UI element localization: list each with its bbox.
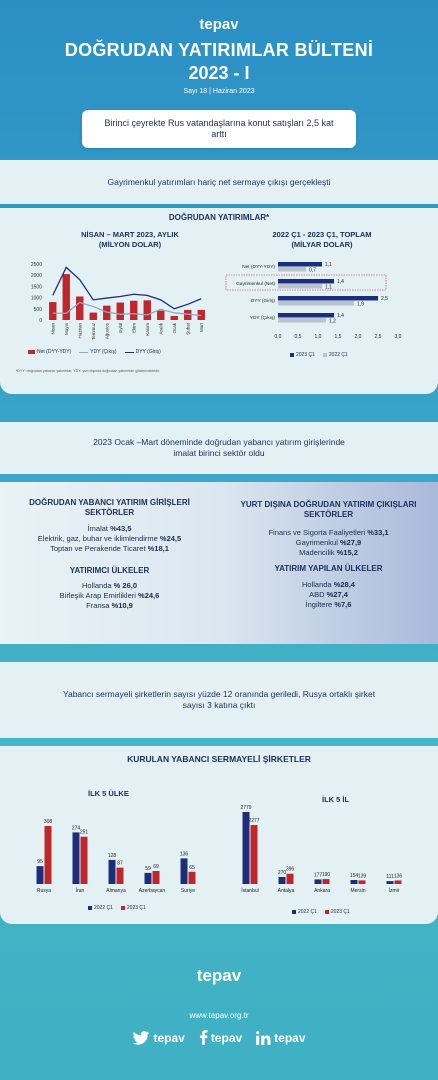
- total-chart-unit: (MİLYAR DOLAR): [291, 240, 353, 249]
- il-label-2023: 190: [321, 872, 331, 879]
- ulke-legend-2022: [88, 905, 113, 911]
- total-xtick: 0,5: [294, 334, 302, 340]
- girisler-country-2-label: Birleşik Arap Emirlikleri: [59, 591, 139, 600]
- il-bar-2023: [359, 880, 366, 884]
- total-xtick: 0,0: [274, 334, 282, 340]
- ulke-category: İran: [75, 888, 85, 894]
- ulke-bar-2023: [117, 868, 124, 884]
- legend-2023: [290, 352, 315, 358]
- legend-dyy: [125, 349, 161, 355]
- ulke-label-2022: 128: [107, 852, 117, 859]
- ulke-legend-2023: [121, 905, 146, 911]
- page-period: 2023 - I: [188, 63, 250, 83]
- il-legend-2023-label: 2023 Ç1: [330, 909, 350, 915]
- total-bar-2023: [278, 262, 322, 267]
- ulke-bar-2022: [73, 832, 80, 884]
- total-category-label: YDY (Çıkış): [249, 316, 275, 321]
- ulke-label-2023: 251: [79, 829, 89, 836]
- cikislar-sector-3: [219, 548, 438, 558]
- total-bar-2022: [278, 284, 322, 289]
- ulke-label-2022: 136: [179, 851, 189, 858]
- monthly-chart: [20, 250, 220, 360]
- total-label-2023: 1,4: [337, 313, 344, 319]
- total-label-2023: 2,5: [381, 296, 388, 302]
- il-bar-2022: [387, 881, 394, 884]
- ulke-bar-2022: [37, 866, 44, 884]
- ulke-legend-2023-label: 2023 Ç1: [126, 905, 146, 911]
- ulke-bar-2023: [45, 826, 52, 884]
- ulke-bar-2022: [109, 860, 116, 884]
- girisler-sectors: [0, 524, 219, 554]
- callout-sirketler: [0, 662, 438, 738]
- il-legend-2022-label: 2022 Ç1: [298, 909, 317, 915]
- cikislar-sector-1: [219, 528, 438, 538]
- cikislar-country-1: [219, 580, 438, 590]
- monthly-net-bar: [171, 316, 178, 320]
- ulke-legend-2022-label: 2022 Ç1: [94, 905, 113, 911]
- il-label-2022: 154: [349, 873, 359, 880]
- total-xtick: 3,0: [394, 334, 402, 340]
- dy-footnote: *DYY: doğrudan yabancı yatırımlar; YDY: yurt dışında doğrudan yatırımları göstermektedir.: [16, 369, 160, 373]
- ulke-bar-2023: [153, 871, 160, 884]
- total-chart-title: 2022 Ç1 - 2023 Ç1, TOPLAM: [272, 230, 372, 239]
- cikislar-sector-2-label: Gayrimenkul: [295, 538, 340, 547]
- total-label-2022: 1,9: [357, 301, 364, 308]
- il-category: İstanbul: [241, 888, 259, 894]
- girisler-sector-3: [0, 544, 219, 554]
- cikislar-sectors: [219, 528, 438, 558]
- il-legend-2022-swatch: [292, 910, 296, 914]
- il-label-2023: 139: [357, 873, 367, 880]
- monthly-xtick: Ekim: [131, 323, 137, 333]
- cikislar-countries: [219, 580, 438, 610]
- girisler-sector-1: [0, 524, 219, 534]
- total-label-2023: 1,1: [325, 262, 332, 268]
- monthly-xtick: Eylül: [117, 323, 123, 333]
- cikislar-sector-1-label: Finans ve Sigorta Faaliyetleri: [268, 528, 368, 537]
- issue-info: Sayı 18 | Haziran 2023: [183, 88, 255, 95]
- girisler-sector-2-label: Elektrik, gaz, buhar ve iklimlendirme: [37, 534, 160, 543]
- il-legend-2023-swatch: [325, 910, 329, 914]
- total-bar-2022: [278, 267, 306, 272]
- twitter-handle: tepav: [153, 1030, 185, 1045]
- ulke-category: Almanya: [106, 888, 126, 894]
- girisler-country-3-value: %10,9: [111, 601, 133, 610]
- monthly-net-bar: [157, 311, 164, 320]
- girisler-title: DOĞRUDAN YABANCI YATIRIM GİRİŞLERİ: [29, 498, 190, 507]
- il-category: Ankara: [314, 888, 330, 894]
- callout-sirketler-text: Yabancı sermayeli şirketlerin sayısı yüzde 12 oranında geriledi, Rusya ortaklı şirket sayısı 3 katına çıktı: [62, 689, 376, 710]
- cikislar-countries-title: YATIRIM YAPILAN ÜLKELER: [274, 564, 383, 573]
- legend-2023-swatch: [290, 353, 294, 357]
- cikislar-sector-2-value: %27,9: [339, 538, 362, 547]
- il-legend: [292, 909, 350, 915]
- girisler-country-3: [0, 601, 219, 611]
- girisler-sector-2: [0, 534, 219, 544]
- girisler-country-2-value: %24,6: [138, 591, 160, 600]
- monthly-xtick: Ocak: [171, 323, 177, 334]
- ulke-label-2022: 274: [71, 825, 81, 832]
- monthly-ytick: 1000: [30, 295, 42, 302]
- monthly-dyy-line: [53, 267, 202, 308]
- ulke-label-2022: 95: [37, 859, 43, 866]
- total-legend: [290, 352, 348, 358]
- facebook-icon: [199, 1030, 208, 1045]
- girisler-sector-3-value: %18,1: [147, 544, 169, 553]
- monthly-net-bar: [76, 296, 83, 320]
- total-label-2023: 1,4: [337, 279, 344, 285]
- il-bar-2022: [351, 880, 358, 884]
- cikislar-sector-1-value: %33,1: [367, 528, 389, 537]
- ulke-label-2023: 87: [117, 860, 123, 867]
- il-label-2023: 396: [285, 866, 295, 873]
- il-legend-2023: [325, 909, 350, 915]
- monthly-xtick: Kasım: [144, 323, 150, 336]
- girisler-country-1: [0, 581, 219, 591]
- il-legend-2022: [292, 909, 317, 915]
- ulke-label-2023: 65: [189, 864, 195, 871]
- total-label-2022: 1,1: [325, 284, 332, 291]
- cikislar-country-1-label: Hollanda: [302, 580, 334, 589]
- total-label-2022: 0,7: [309, 267, 316, 274]
- legend-2022: [323, 352, 348, 358]
- girisler-country-1-label: Hollanda: [81, 581, 114, 590]
- monthly-net-bar: [144, 300, 151, 320]
- girisler-subtitle: SEKTÖRLER: [84, 508, 135, 517]
- legend-ydy-swatch: [79, 352, 88, 353]
- ulke-category: Suriye: [180, 888, 196, 894]
- callout-imalat: [0, 422, 438, 474]
- ulke-chart-title: İLK 5 ÜLKE: [88, 789, 129, 798]
- cikislar-sector-3-value: %15,2: [336, 548, 358, 557]
- total-xtick: 2,0: [354, 334, 362, 340]
- il-label-2022: 270: [277, 870, 287, 877]
- legend-2022-label: 2022 Ç1: [328, 352, 348, 358]
- cikislar-title: YURT DIŞINA DOĞRUDAN YATIRIM ÇIKIŞLARI: [240, 500, 417, 509]
- il-label-2022: 2779: [240, 805, 252, 811]
- ulke-legend-2023-swatch: [121, 906, 125, 910]
- il-category: İzmir: [388, 888, 400, 894]
- ulke-chart: [20, 800, 220, 910]
- legend-dyy-label: DYY (Giriş): [135, 349, 161, 355]
- il-chart-title: İLK 5 İL: [322, 795, 350, 804]
- legend-net-label: Net (DYY-YDY): [37, 349, 72, 355]
- monthly-xtick: Şubat: [185, 323, 191, 335]
- monthly-ydy-line: [53, 303, 202, 316]
- girisler-countries: [0, 581, 219, 611]
- legend-net: [28, 349, 71, 355]
- facebook-handle: tepav: [210, 1030, 243, 1045]
- il-chart: [226, 800, 426, 910]
- footer-url[interactable]: www.tepav.org.tr: [189, 1011, 249, 1020]
- girisler-country-2: [0, 591, 219, 601]
- ulke-label-2023: 308: [43, 819, 53, 825]
- legend-dyy-swatch: [125, 352, 134, 353]
- monthly-xtick: Mart: [198, 323, 204, 332]
- ulke-bar-2023: [81, 837, 88, 884]
- cikislar-country-3-label: İngiltere: [305, 600, 335, 609]
- girisler-country-3-label: Fransa: [86, 601, 112, 610]
- il-label-2023: 136: [393, 873, 403, 880]
- monthly-ytick: 0: [39, 318, 42, 324]
- dy-section-title: DOĞRUDAN YATIRIMLAR*: [168, 213, 270, 222]
- monthly-xtick: Nisan: [50, 323, 56, 335]
- monthly-ytick: 1500: [30, 284, 42, 291]
- monthly-xtick: Aralık: [158, 323, 164, 335]
- kurulan-title: KURULAN YABANCI SERMAYELİ ŞİRKETLER: [127, 754, 311, 764]
- girisler-country-1-value: % 26,0: [113, 581, 138, 590]
- cikislar-country-3: [219, 600, 438, 610]
- ulke-label-2022: 59: [145, 865, 151, 872]
- ulke-legend: [88, 905, 146, 911]
- callout-gayrimenkul-text: Gayrimenkul yatırımları hariç net sermaye çıkışı gerçekleşti: [107, 177, 331, 187]
- girisler-sector-1-value: %43,5: [110, 524, 132, 533]
- ulke-category: Azerbaycan: [138, 888, 166, 894]
- total-chart: [222, 254, 422, 364]
- monthly-xtick: Mayıs: [63, 323, 69, 336]
- total-xtick: 1,5: [334, 334, 342, 340]
- brand-logo: tepav: [199, 16, 239, 33]
- il-bar-2023: [287, 874, 294, 884]
- il-bar-2022: [279, 877, 286, 884]
- girisler-sector-2-value: %24,5: [159, 534, 182, 543]
- il-label-2022: 111: [386, 874, 394, 881]
- cikislar-country-1-value: %28,4: [333, 580, 355, 589]
- il-bar-2023: [323, 879, 330, 884]
- monthly-net-bar: [117, 303, 124, 320]
- ulke-bar-2022: [145, 873, 152, 884]
- callout-gayrimenkul: [0, 160, 438, 204]
- footer-brand: tepav: [196, 966, 242, 985]
- total-xtick: 2,5: [374, 334, 382, 340]
- total-bar-2023: [278, 296, 378, 301]
- callout-rus-text: Birinci çeyrekte Rus vatandaşlarına konut satışları 2,5 kat arttı: [104, 118, 334, 139]
- ulke-bar-2022: [181, 858, 188, 884]
- total-category-label: Gayrimenkul (Net): [236, 282, 275, 287]
- il-label-2022: 177: [313, 872, 323, 879]
- total-bar-2023: [278, 279, 334, 284]
- legend-ydy-label: YDY (Çıkış): [90, 349, 117, 355]
- cikislar-country-2-value: %27,4: [326, 590, 348, 599]
- monthly-xtick: Temmuz: [90, 323, 96, 341]
- linkedin-link[interactable]: [256, 1030, 305, 1045]
- monthly-xtick: Haziran: [77, 323, 83, 339]
- legend-ydy: [79, 349, 116, 355]
- facebook-link[interactable]: [199, 1030, 242, 1045]
- monthly-legend: [28, 349, 228, 355]
- il-bar-2023: [251, 825, 258, 884]
- social-links: [0, 1030, 438, 1045]
- ulke-legend-2022-swatch: [88, 906, 92, 910]
- total-xtick: 1,0: [314, 334, 322, 340]
- total-bar-2022: [278, 318, 326, 323]
- girisler-sector-3-label: Toptan ve Perakende Ticaret: [50, 544, 148, 553]
- il-label-2023: 2277: [248, 818, 260, 825]
- monthly-chart-title: NİSAN – MART 2023, AYLIK: [81, 230, 179, 239]
- il-category: Antalya: [277, 888, 295, 894]
- ulke-bar-2023: [189, 872, 196, 884]
- total-category-label: DYY (Giriş): [250, 299, 275, 304]
- page-title: DOĞRUDAN YATIRIMLAR BÜLTENİ: [64, 40, 374, 60]
- cikislar-sector-3-label: Madencilik: [299, 548, 337, 557]
- ulke-label-2023: 69: [153, 864, 159, 871]
- legend-2023-label: 2023 Ç1: [296, 352, 315, 358]
- legend-2022-swatch: [323, 353, 327, 357]
- il-category: Mersin: [350, 888, 366, 894]
- il-bar-2022: [315, 879, 322, 884]
- il-bar-2023: [395, 880, 402, 884]
- monthly-ytick: 500: [33, 306, 42, 313]
- monthly-net-bar: [49, 302, 56, 320]
- cikislar-country-3-value: %7,6: [334, 600, 352, 609]
- twitter-icon: [132, 1031, 150, 1045]
- monthly-ytick: 2000: [30, 273, 42, 280]
- cikislar-subtitle: SEKTÖRLER: [303, 510, 354, 519]
- monthly-net-bar: [130, 301, 137, 320]
- monthly-ytick: 2500: [30, 262, 42, 268]
- linkedin-handle: tepav: [274, 1030, 306, 1045]
- girisler-sector-1-label: İmalat: [87, 524, 111, 533]
- twitter-link[interactable]: [132, 1030, 184, 1045]
- legend-net-swatch: [28, 350, 35, 354]
- girisler-countries-title: YATIRIMCI ÜLKELER: [69, 566, 150, 575]
- monthly-net-bar: [90, 313, 97, 320]
- total-bar-2023: [278, 313, 334, 318]
- callout-imalat-text: 2023 Ocak –Mart döneminde doğrudan yabancı yatırım girişlerinde imalat birinci sektör oldu: [93, 437, 345, 458]
- cikislar-country-2-label: ABD: [309, 590, 327, 599]
- callout-rus: [82, 110, 356, 148]
- total-bar-2022: [278, 301, 354, 306]
- cikislar-sector-2: [219, 538, 438, 548]
- ulke-category: Rusya: [36, 888, 52, 894]
- monthly-xtick: Ağustos: [104, 323, 110, 340]
- total-label-2022: 1,2: [329, 318, 336, 325]
- total-category-label: Net (DYY-YDY): [242, 265, 275, 270]
- cikislar-country-2: [219, 590, 438, 600]
- monthly-chart-unit: (MİLYON DOLAR): [98, 240, 162, 249]
- linkedin-icon: [256, 1031, 271, 1045]
